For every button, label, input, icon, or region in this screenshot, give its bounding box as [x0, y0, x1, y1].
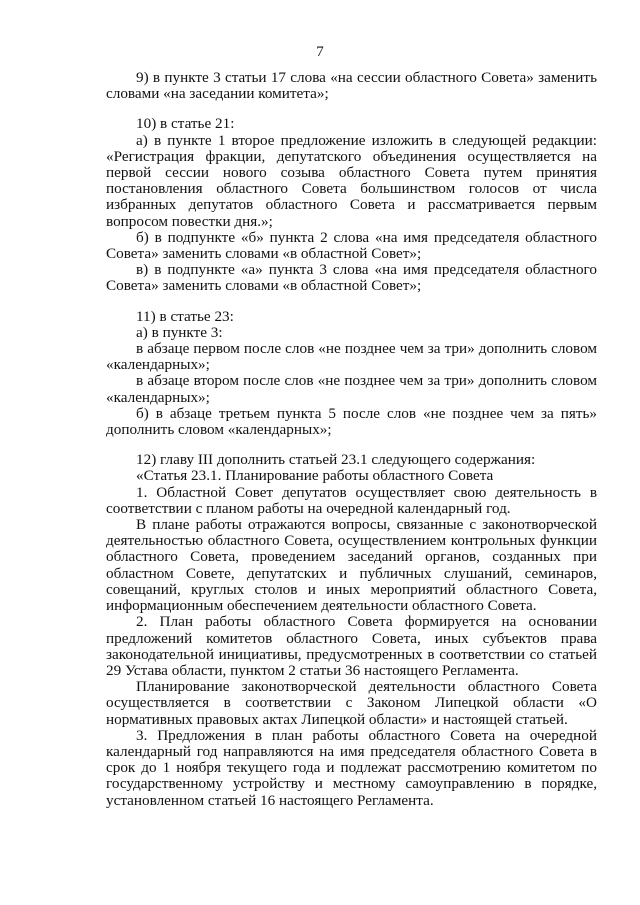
article-23-1-clause-1: 1. Областной Совет депутатов осуществляет свою деятельность в соответствии с планом работы на очередной календарный год.	[106, 483, 597, 517]
article-23-1-clause-2: 2. План работы областного Совета формируется на основании предложений комитетов областного Совета, иных субъектов права законодательной инициативы, предусмотренных в соответствии со статьей 29 Устава области, пунктом 2 статьи 36 настоящего Регламента.	[106, 613, 597, 679]
subparagraph-10c: в) в подпункте «а» пункта 3 слова «на имя председателя областного Совета» заменить словами «в областной Совет»;	[106, 261, 597, 295]
subparagraph-11a: а) в пункте 3:	[136, 323, 223, 341]
article-23-1-title: «Статья 23.1. Планирование работы областного Совета	[136, 467, 494, 485]
article-23-1-clause-1-plan: В плане работы отражаются вопросы, связанные с законотворческой деятельностью областного Совета, осуществлением контрольных функции областного Совета, проведением заседаний органов, созданных при областном Совете, депутатских и публичных слушаний, семинаров, совещаний, круглых столов и иных мероприятий областного Совета, информационным обеспечением деятельности областного Совета.	[106, 516, 597, 615]
subparagraph-11a-second: в абзаце втором после слов «не позднее чем за три» дополнить словом «календарных»;	[106, 372, 597, 406]
paragraph-item-9: 9) в пункте 3 статьи 17 слова «на сессии областного Совета» заменить словами «на заседании комитета»;	[106, 69, 597, 103]
paragraph-item-11: 11) в статье 23:	[136, 307, 234, 325]
paragraph-item-12: 12) главу III дополнить статьей 23.1 следующего содержания:	[136, 451, 536, 469]
article-23-1-clause-3: 3. Предложения в план работы областного Совета на очередной календарный год направляются на имя председателя областного Совета в срок до 1 ноября текущего года и подлежат рассмотрению комитетом по государственному устройству и местному самоуправлению в порядке, установленном статьей 16 настоящего Регламента.	[106, 726, 597, 809]
article-23-1-clause-2-planning: Планирование законотворческой деятельности областного Совета осуществляется в соответствии с Законом Липецкой области «О нормативных правовых актах Липецкой области» и настоящей статьей.	[106, 678, 597, 728]
paragraph-item-10: 10) в статье 21:	[136, 115, 235, 133]
subparagraph-10a: а) в пункте 1 второе предложение изложить в следующей редакции: «Регистрация фракции, депутатского объединения осуществляется на первой сессии нового созыва областного Совета путем принятия постановления областного Совета большинством голосов от числа избранных депутатов областного Совета и рассматривается первым вопросом повестки дня.»;	[106, 131, 597, 230]
subparagraph-11b: б) в абзаце третьем пункта 5 после слов «не позднее чем за пять» дополнить словом «календарных»;	[106, 404, 597, 439]
subparagraph-10b: б) в подпункте «б» пункта 2 слова «на имя председателя областного Совета» заменить словами «в областной Совет»;	[106, 228, 597, 263]
subparagraph-11a-first: в абзаце первом после слов «не позднее чем за три» дополнить словом «календарных»;	[106, 340, 597, 374]
document-body	[106, 70, 597, 809]
page-number: 7	[316, 44, 324, 60]
